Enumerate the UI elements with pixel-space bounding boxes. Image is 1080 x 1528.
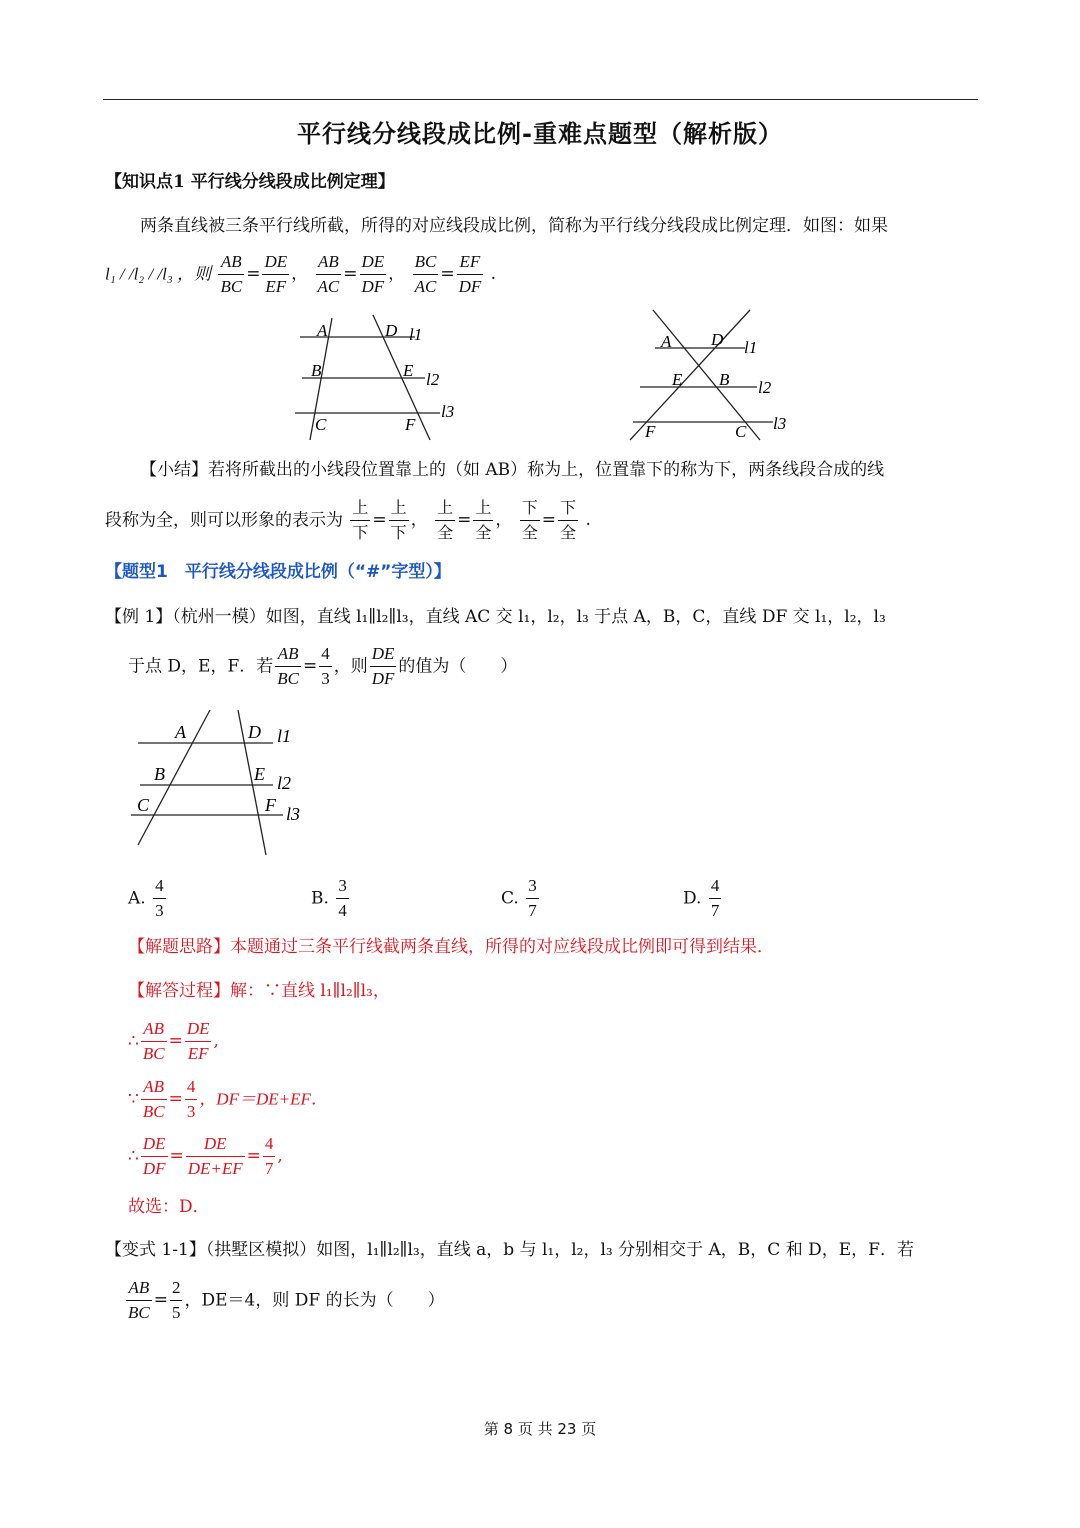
- svg-text:E: E: [254, 764, 265, 784]
- variant-line-2: $\frac{AB}{BC}$ = $\frac{2}{5}$ ，DE＝4，则 DF 的长为（ ）: [128, 1278, 445, 1322]
- svg-text:F: F: [265, 795, 276, 815]
- header-rule: [103, 99, 978, 100]
- svg-text:l2: l2: [277, 773, 292, 793]
- option-c[interactable]: C. $\frac{3}{7}$: [501, 876, 537, 920]
- svg-text:A: A: [175, 722, 186, 742]
- svg-text:A: A: [661, 332, 672, 351]
- svg-text:F: F: [405, 415, 416, 434]
- svg-text:l1: l1: [277, 726, 292, 746]
- solution-process: 【解答过程】解：∵直线 l₁∥l₂∥l₃，: [128, 981, 390, 1001]
- solution-idea: 【解题思路】本题通过三条平行线截两条直线，所得的对应线段成比例即可得到结果．: [128, 937, 774, 957]
- variant-line-1: 【变式 1-1】（拱墅区模拟）如图，l₁∥l₂∥l₃，直线 a，b 与 l₁，l₂，l₃ 分别相交于 A，B，C 和 D，E，F．若: [105, 1240, 914, 1260]
- page-title: 平行线分线段成比例-重难点题型（解析版）: [297, 120, 783, 148]
- svg-text:A: A: [317, 321, 328, 340]
- svg-text:l2: l2: [758, 378, 772, 397]
- svg-text:C: C: [137, 795, 150, 815]
- summary-line-1: 【小结】若将所截出的小线段位置靠上的（如 AB）称为上，位置靠下的称为下，两条线段合成的线: [140, 460, 885, 480]
- option-b[interactable]: B. $\frac{3}{4}$: [311, 876, 347, 920]
- option-a[interactable]: A. $\frac{4}{3}$: [128, 876, 164, 920]
- example1-line-2: 于点 D，E，F．若 $\frac{AB}{BC}$ = $\frac{4}{3}$ ，则 $\frac{DE}{DF}$ 的值为（ ）: [128, 644, 518, 688]
- theorem-condition: l₁ / /l₂ / /l₃ ，则: [105, 264, 212, 284]
- solution-step-3: ∴ $\frac{DE}{DF}$ = $\frac{DE}{DE+EF}$ = $\frac{4}{7}$ ,: [128, 1134, 283, 1178]
- svg-text:D: D: [711, 330, 724, 349]
- page-footer: 第 8 页 共 23 页: [483, 1420, 597, 1438]
- svg-text:l2: l2: [426, 370, 440, 389]
- svg-text:B: B: [719, 370, 730, 389]
- svg-text:B: B: [311, 361, 322, 380]
- theorem-formula: l₁ / /l₂ / /l₃ ，则 $\frac{AB}{BC}$ = $\frac{DE}{EF}$ ， $\frac{AB}{AC}$ = $\frac{DE}{DF}$ ， $\frac{BC}{AC}$ = $\frac{EF}{DF}$ .: [105, 252, 497, 296]
- svg-text:l3: l3: [773, 414, 787, 433]
- summary-line-2: 段称为全，则可以形象的表示为 $\frac{\text{上}}{\text{下}}$ = $\frac{\text{上}}{\text{下}}$ ， $\frac{\text{上}}{\text{全}}$ = $\frac{\text{上}}{\text{全}}$ ， $\frac{\text{下}}{\text{全}}$ = $\frac{\text{下}}{\text{全}}$ .: [105, 498, 591, 542]
- solution-step-2: ∵ $\frac{AB}{BC}$ = $\frac{4}{3}$ ，DF＝DE+EF．: [128, 1077, 328, 1121]
- example1-line-1: 【例 1】（杭州一模）如图，直线 l₁∥l₂∥l₃，直线 AC 交 l₁，l₂，l₃ 于点 A，B，C，直线 DF 交 l₁，l₂，l₃: [105, 607, 886, 627]
- theorem-figure-2: [625, 305, 795, 445]
- knowledge-text: 两条直线被三条平行线所截，所得的对应线段成比例，简称为平行线分线段成比例定理．如图：如果: [140, 216, 888, 236]
- svg-text:C: C: [315, 415, 327, 434]
- svg-text:E: E: [403, 361, 414, 380]
- svg-text:D: D: [385, 321, 398, 340]
- theorem-figure-1: [290, 310, 460, 445]
- example1-figure: [128, 705, 308, 860]
- svg-text:E: E: [672, 370, 683, 389]
- svg-text:F: F: [645, 422, 656, 441]
- svg-text:D: D: [248, 722, 261, 742]
- solution-step-1: ∴ $\frac{AB}{BC}$ = $\frac{DE}{EF}$ ,: [128, 1019, 219, 1063]
- svg-text:C: C: [735, 422, 747, 441]
- knowledge-heading: 【知识点1 平行线分线段成比例定理】: [105, 172, 395, 192]
- svg-text:l1: l1: [409, 325, 423, 344]
- svg-text:l3: l3: [286, 804, 301, 824]
- svg-text:B: B: [154, 764, 165, 784]
- solution-answer: 故选：D．: [128, 1197, 210, 1217]
- option-d[interactable]: D. $\frac{4}{7}$: [683, 876, 720, 920]
- type1-heading: 【题型1 平行线分线段成比例（“#”字型）】: [105, 562, 451, 582]
- svg-text:l1: l1: [744, 338, 758, 357]
- svg-text:l3: l3: [441, 402, 455, 421]
